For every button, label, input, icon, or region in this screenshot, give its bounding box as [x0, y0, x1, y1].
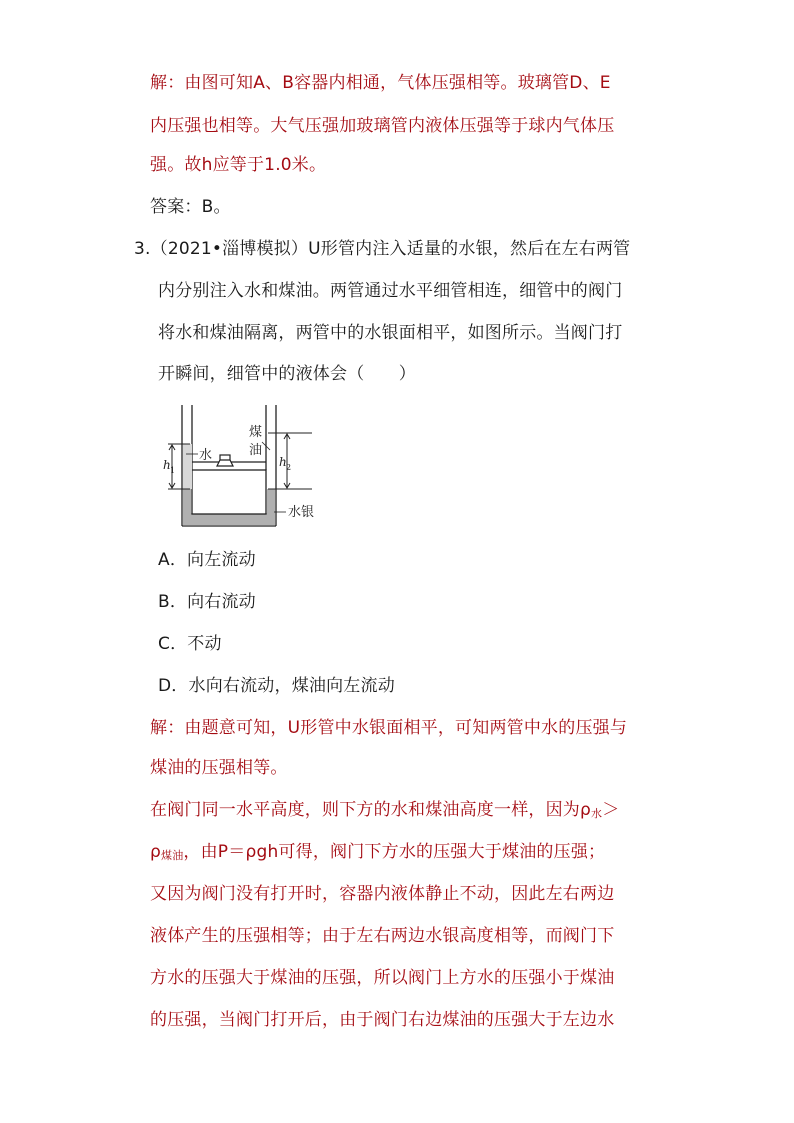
solution-line-4 [150, 841, 605, 867]
solution-line-3 [150, 799, 619, 825]
solution-line-6: 液体产生的压强相等；由于左右两边水银高度相等，而阀门下 [150, 926, 615, 946]
inner-block [192, 470, 266, 514]
label-mercury: 水银 [288, 505, 315, 520]
solution-line-3-text: 在阀门同一水平高度，则下方的水和煤油高度一样，因为ρ [150, 800, 591, 820]
solution-line-7: 方水的压强大于煤油的压强，所以阀门上方水的压强小于煤油 [150, 968, 615, 988]
prev-answer: 答案：B。 [150, 197, 231, 217]
question-line-4: 开瞬间，细管中的液体会（ ） [158, 364, 416, 384]
question-line-1: 3.（2021•淄博模拟）U形管内注入适量的水银，然后在左右两管 [134, 239, 631, 259]
label-kerosene-1: 煤 [249, 425, 263, 440]
label-h2: h [279, 455, 287, 469]
u-tube-diagram [150, 400, 322, 530]
option-b: B．向右流动 [158, 592, 256, 612]
subscript-water: 水 [591, 807, 603, 820]
option-a: A．向左流动 [158, 550, 256, 570]
subscript-kerosene: 煤油 [161, 849, 184, 862]
prev-solution-line-2: 内压强也相等。大气压强加玻璃管内液体压强等于球内气体压 [150, 116, 615, 136]
option-c: C．不动 [158, 634, 222, 654]
option-d: D．水向右流动，煤油向左流动 [158, 676, 395, 696]
solution-line-4-text: ，由P＝ρgh可得，阀门下方水的压强大于煤油的压强； [183, 842, 606, 862]
solution-line-2: 煤油的压强相等。 [150, 758, 288, 778]
solution-line-5: 又因为阀门没有打开时，容器内液体静止不动，因此左右两边 [150, 884, 615, 904]
label-water: 水 [199, 448, 213, 463]
prev-solution-line-1: 解：由图可知A、B容器内相通，气体压强相等。玻璃管D、E [150, 73, 611, 93]
solution-line-1: 解：由题意可知，U形管中水银面相平，可知两管中水的压强与 [150, 718, 628, 738]
solution-line-8: 的压强，当阀门打开后，由于阀门右边煤油的压强大于左边水 [150, 1010, 615, 1030]
question-line-3: 将水和煤油隔离，两管中的水银面相平，如图所示。当阀门打 [158, 323, 623, 343]
label-kerosene-2: 油 [249, 443, 263, 458]
question-line-2: 内分别注入水和煤油。两管通过水平细管相连，细管中的阀门 [158, 281, 623, 301]
rho-symbol: ρ [150, 842, 161, 862]
label-h2-sub: 2 [286, 463, 292, 472]
gt-sign: ＞ [602, 800, 620, 820]
prev-solution-line-3: 强。故h应等于1.0米。 [150, 155, 327, 175]
label-h1-sub: 1 [170, 466, 176, 475]
label-h1: h [163, 458, 171, 472]
water-fill [183, 444, 192, 489]
